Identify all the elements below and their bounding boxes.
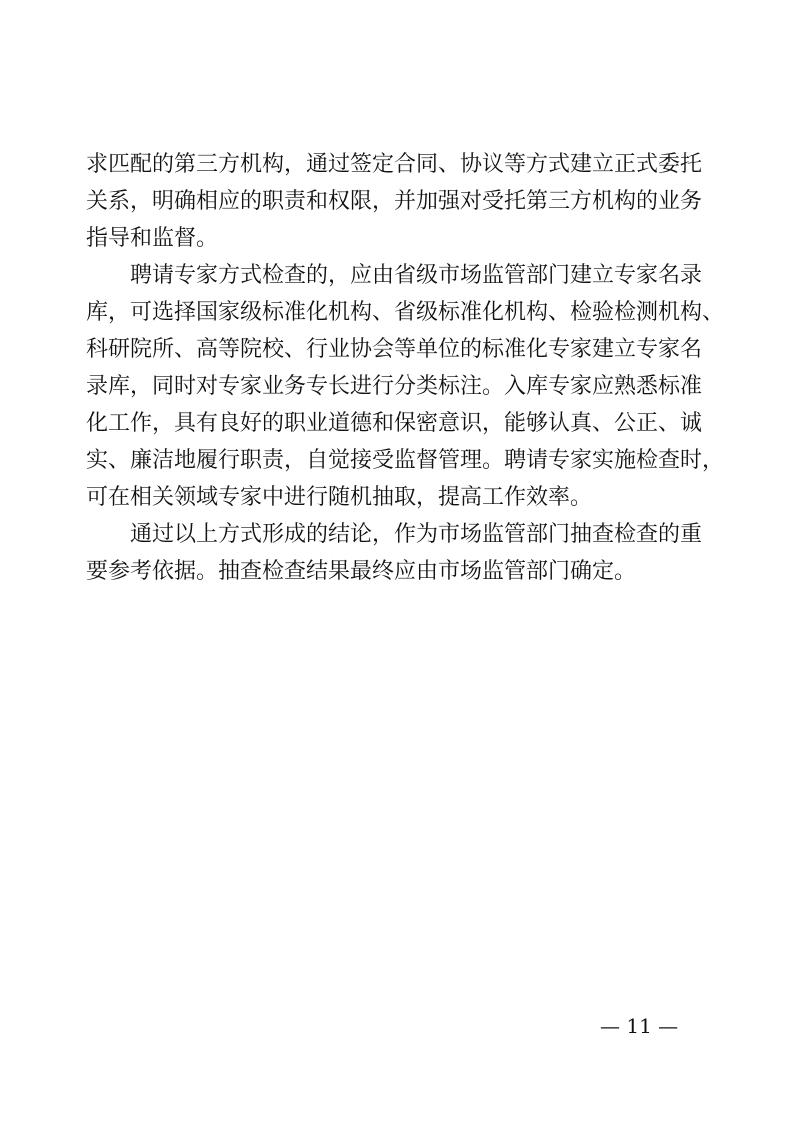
text-line: 化工作，具有良好的职业道德和保密意识，能够认真、公正、诚 (86, 411, 703, 436)
text-line: 实、廉洁地履行职责，自觉接受监督管理。聘请专家实施检查时， (86, 448, 725, 473)
text-line: 聘请专家方式检查的，应由省级市场监管部门建立专家名录 (130, 263, 703, 288)
text-line: 要参考依据。抽查检查结果最终应由市场监管部门确定。 (86, 559, 637, 584)
text-line: 通过以上方式形成的结论，作为市场监管部门抽查检查的重 (130, 522, 703, 547)
text-line: 科研院所、高等院校、行业协会等单位的标准化专家建立专家名 (86, 337, 703, 362)
text-line: 可在相关领域专家中进行随机抽取，提高工作效率。 (86, 485, 593, 510)
paragraph-expert-inspection (86, 257, 725, 516)
page-number: — 11 — (600, 1014, 679, 1038)
text-line: 录库，同时对专家业务专长进行分类标注。入库专家应熟悉标准 (86, 374, 703, 399)
text-line: 求匹配的第三方机构，通过签定合同、协议等方式建立正式委托 (86, 152, 703, 177)
paragraph-conclusion (86, 516, 703, 590)
text-line: 关系，明确相应的职责和权限，并加强对受托第三方机构的业务 (86, 189, 703, 214)
document-body (86, 146, 725, 590)
text-line: 指导和监督。 (86, 226, 219, 251)
paragraph-continuation (86, 146, 703, 257)
text-line: 库，可选择国家级标准化机构、省级标准化机构、检验检测机构、 (86, 300, 725, 325)
